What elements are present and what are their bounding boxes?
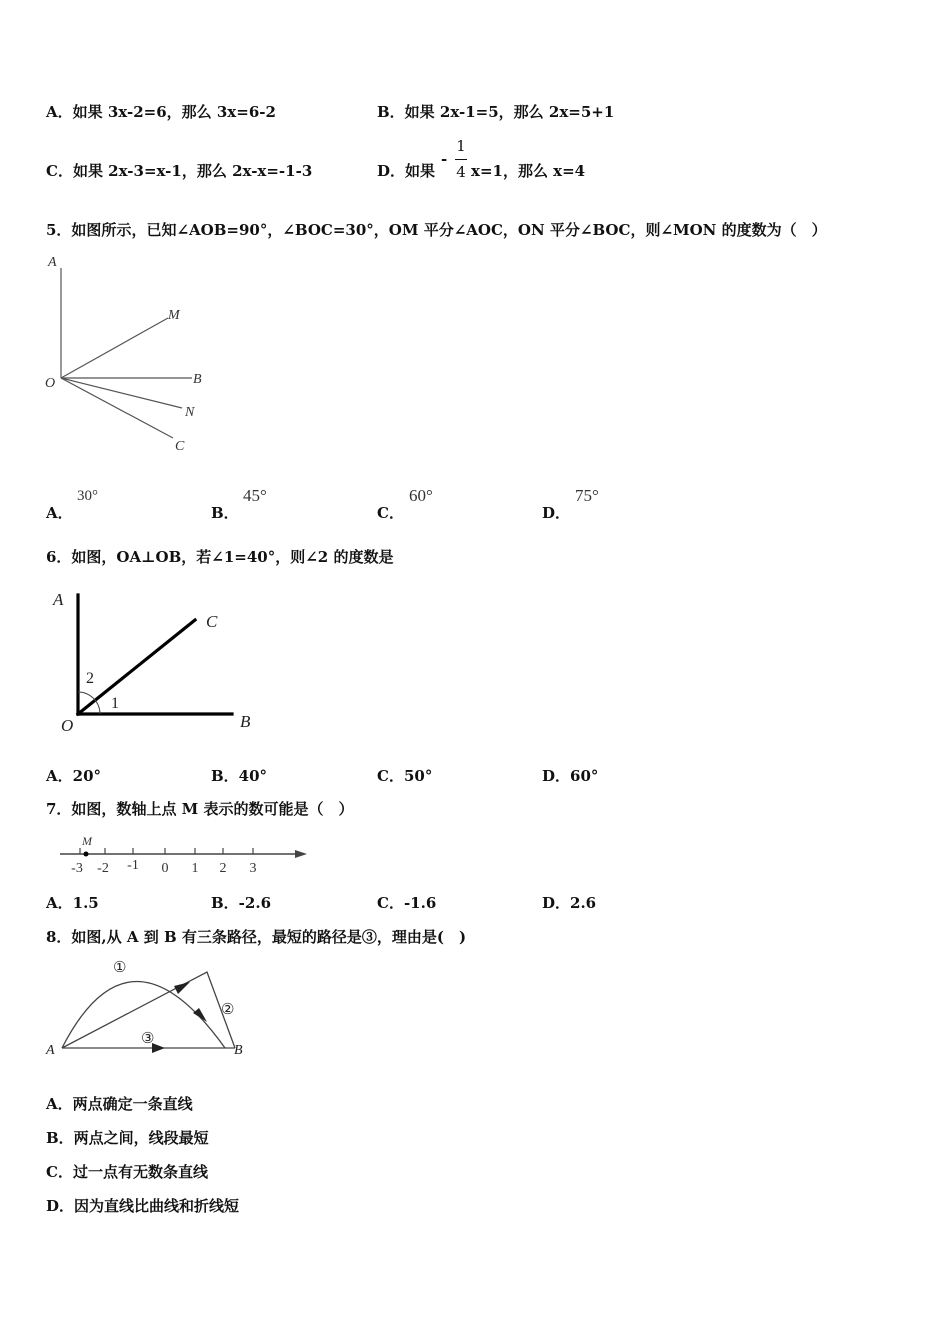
q6-option-c: C．50°	[377, 767, 433, 785]
q5-label-c: C	[175, 439, 185, 454]
q8-option-d: D．因为直线比曲线和折线短	[46, 1197, 240, 1215]
q6-label-c: C	[206, 612, 218, 631]
q8-label-path-1: ①	[113, 960, 127, 976]
q5-label-a: A	[48, 255, 57, 270]
q6-label-b: B	[240, 712, 251, 731]
q7-tick-neg1: -1	[127, 858, 139, 873]
q5-label-n: N	[185, 405, 195, 420]
q7-axis-arrow	[295, 850, 307, 858]
q7-point-m	[84, 852, 89, 857]
q8-label-path-2: ②	[221, 1002, 235, 1018]
q7-tick-neg2: -2	[97, 861, 109, 876]
q6-stem: 6．如图，OA⊥OB，若∠1=40°，则∠2 的度数是	[46, 548, 394, 566]
q5-option-d-value: 75°	[575, 486, 599, 505]
q7-tick-3: 3	[249, 861, 257, 876]
q8-label-path-3: ③	[141, 1031, 155, 1047]
q7-tick-2: 2	[219, 861, 227, 876]
q4-fraction-bar	[455, 159, 467, 160]
q8-option-b: B．两点之间，线段最短	[46, 1129, 209, 1147]
q4-option-d-minus: -	[441, 150, 448, 168]
q5-stem: 5．如图所示，已知∠AOB=90°，∠BOC=30°，OM 平分∠AOC，ON 平分∠BOC，则∠MON 的度数为（ ）	[46, 221, 827, 239]
q6-option-b: B．40°	[211, 767, 268, 785]
q5-ray-on	[61, 378, 182, 408]
q6-angle-diagram	[45, 585, 275, 745]
q5-label-m: M	[168, 308, 180, 323]
q5-option-c-letter: C．	[377, 504, 404, 522]
q5-option-a-letter: A．	[46, 504, 73, 522]
q6-option-d: D．60°	[542, 767, 599, 785]
q7-option-d: D．2.6	[542, 894, 597, 912]
q5-option-b-value: 45°	[243, 486, 267, 505]
q4-option-c: C．如果 2x-3=x-1，那么 2x-x=-1-3	[46, 162, 313, 180]
q5-option-b-letter: B．	[211, 504, 239, 522]
q6-option-a: A．20°	[46, 767, 102, 785]
q8-arrow-path-1	[193, 1008, 207, 1022]
q4-fraction-denominator: 4	[456, 163, 466, 181]
q5-option-a-value: 30°	[77, 488, 98, 504]
q7-tick-neg3: -3	[71, 861, 83, 876]
q8-label-a: A	[46, 1043, 55, 1058]
q8-label-b: B	[234, 1043, 243, 1058]
q8-arrow-path-2	[174, 982, 190, 994]
q6-label-a: A	[53, 590, 64, 609]
q5-ray-om	[61, 318, 168, 378]
q7-option-c: C．-1.6	[377, 894, 437, 912]
q5-option-d-letter: D．	[542, 504, 571, 522]
q7-label-m: M	[82, 834, 92, 848]
q4-option-a: A．如果 3x-2=6，那么 3x=6-2	[46, 103, 276, 121]
q5-label-b: B	[193, 372, 202, 387]
q8-stem: 8．如图,从 A 到 B 有三条路径，最短的路径是③，理由是( )	[46, 928, 467, 946]
q5-ray-oc	[61, 378, 173, 438]
q7-stem: 7．如图，数轴上点 M 表示的数可能是（ ）	[46, 800, 354, 818]
q6-label-1: 1	[111, 695, 119, 712]
q5-angle-diagram	[40, 250, 240, 460]
q8-option-a: A．两点确定一条直线	[46, 1095, 193, 1113]
q7-option-b: B．-2.6	[211, 894, 272, 912]
q8-path-diagram	[40, 955, 260, 1065]
q4-option-b: B．如果 2x-1=5，那么 2x=5+1	[377, 103, 615, 121]
q7-number-line	[55, 828, 325, 878]
q4-option-d-suffix: x=1，那么 x=4	[471, 162, 586, 180]
q7-option-a: A．1.5	[46, 894, 99, 912]
q4-option-d-prefix: D．如果	[377, 162, 436, 180]
q5-label-o: O	[45, 376, 56, 391]
q6-label-o: O	[61, 716, 74, 735]
q7-tick-1: 1	[191, 861, 199, 876]
q8-option-c: C．过一点有无数条直线	[46, 1163, 208, 1181]
q7-tick-0: 0	[161, 861, 169, 876]
q6-label-2: 2	[86, 670, 94, 687]
q4-fraction-numerator: 1	[456, 137, 466, 155]
q5-option-c-value: 60°	[409, 486, 433, 505]
